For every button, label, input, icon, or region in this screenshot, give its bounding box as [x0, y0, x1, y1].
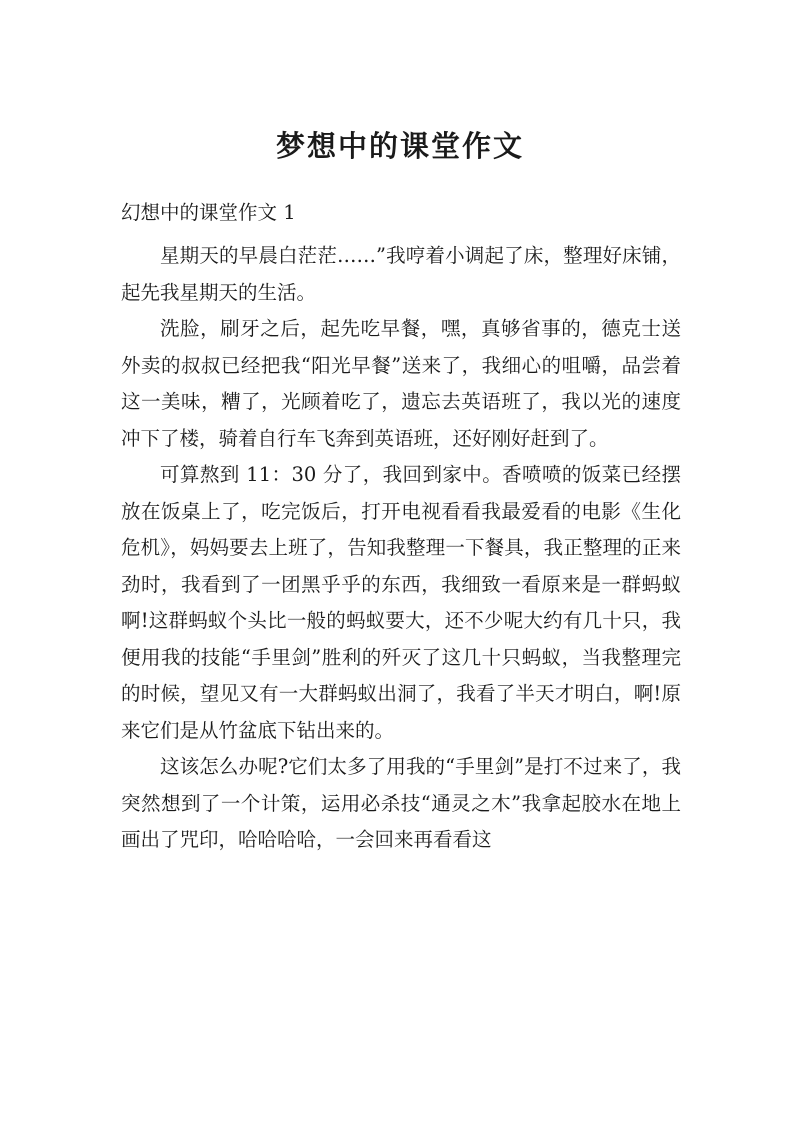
paragraph: 可算熬到 11：30 分了，我回到家中。香喷喷的饭菜已经摆放在饭桌上了，吃完饭后，打开电视看看我最爱看的电影《生化危机》，妈妈要去上班了，告知我整理一下餐具，我正整理的正来劲时，我看到了一团黑乎乎的东西，我细致一看原来是一群蚂蚁啊!这群蚂蚁个头比一般的蚂蚁要大，还不少呢大约有几十只，我便用我的技能“手里剑”胜利的歼灭了这几十只蚂蚁，当我整理完的时候，望见又有一大群蚂蚁出洞了，我看了半天才明白，啊!原来它们是从竹盆底下钻出来的。 — [121, 463, 681, 742]
paragraph: 洗脸，刷牙之后，起先吃早餐，嘿，真够省事的，德克士送外卖的叔叔已经把我“阳光早餐”送来了，我细心的咀嚼，品尝着这一美味，糟了，光顾着吃了，遗忘去英语班了，我以光的速度冲下了楼，骑着自行车飞奔到英语班，还好刚好赶到了。 — [121, 317, 681, 450]
essay-subheading: 幻想中的课堂作文 1 — [121, 201, 296, 224]
document-title: 梦想中的课堂作文 — [275, 129, 524, 163]
paragraph: 这该怎么办呢?它们太多了用我的“手里剑”是打不过来了，我突然想到了一个计策，运用必杀技“通灵之木”我拿起胶水在地上画出了咒印，哈哈哈哈，一会回来再看看这 — [121, 755, 681, 851]
essay-body — [121, 238, 681, 859]
paragraph: 星期天的早晨白茫茫……”我哼着小调起了床，整理好床铺，起先我星期天的生活。 — [121, 244, 681, 304]
